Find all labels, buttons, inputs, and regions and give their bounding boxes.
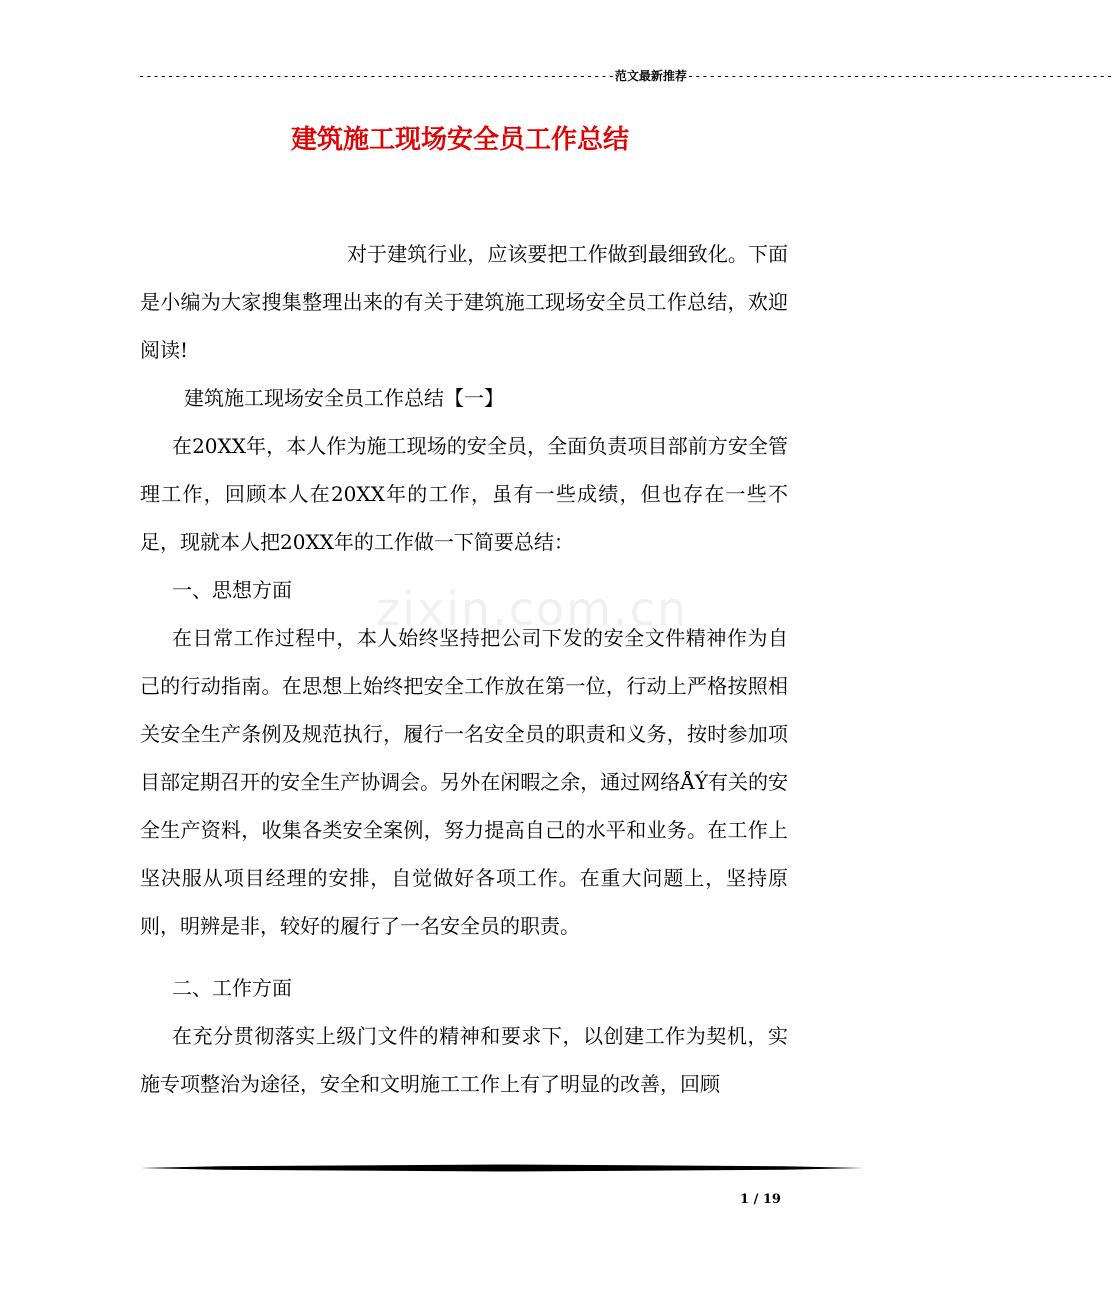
page-number: 1 / 19 — [740, 1192, 781, 1207]
header-dashes-right: ----------------------------------------------------------- — [686, 69, 1113, 83]
body-paragraph: 在充分贯彻落实上级门文件的精神和要求下，以创建工作为契机，实施专项整治为途径，安全和文明施工工作上有了明显的改善，回顾 — [140, 1024, 788, 1096]
page-header — [138, 68, 1113, 84]
intro-paragraph: 对于建筑行业，应该要把工作做到最细致化。下面是小编为大家搜集整理出来的有关于建筑施工现场安全员工作总结，欢迎阅读! — [140, 242, 788, 362]
section-heading-thought: 一、思想方面 — [172, 578, 292, 602]
header-dashes-left: ------------------------------------------------------------------ — [138, 69, 615, 83]
section-subtitle: 建筑施工现场安全员工作总结【一】 — [184, 386, 504, 410]
document-title: 建筑施工现场安全员工作总结 — [290, 125, 629, 155]
watermark: zixin.com.cn — [376, 582, 689, 636]
body-paragraph: 在20XX年，本人作为施工现场的安全员，全面负责项目部前方安全管理工作，回顾本人在20XX年的工作，虽有一些成绩，但也存在一些不足，现就本人把20XX年的工作做一下简要总结： — [140, 434, 788, 554]
header-tag: 范文最新推荐 — [614, 69, 687, 83]
footer-rule — [140, 1163, 864, 1173]
body-paragraph: 在日常工作过程中，本人始终坚持把公司下发的安全文件精神作为自己的行动指南。在思想上始终把安全工作放在第一位，行动上严格按照相关安全生产条例及规范执行，履行一名安全员的职责和义务，按时参加项目部定期召开的安全生产协调会。另外在闲暇之余，通过网络ÅÝ有关的安全生产资料，收集各类安全案例，努力提高自己的水平和业务。在工作上坚决服从项目经理的安排，自觉做好各项工作。在重大问题上，坚持原则，明辨是非，较好的履行了一名安全员的职责。 — [140, 626, 788, 938]
document-body — [140, 230, 788, 1108]
section-heading-work: 二、工作方面 — [172, 976, 292, 1000]
